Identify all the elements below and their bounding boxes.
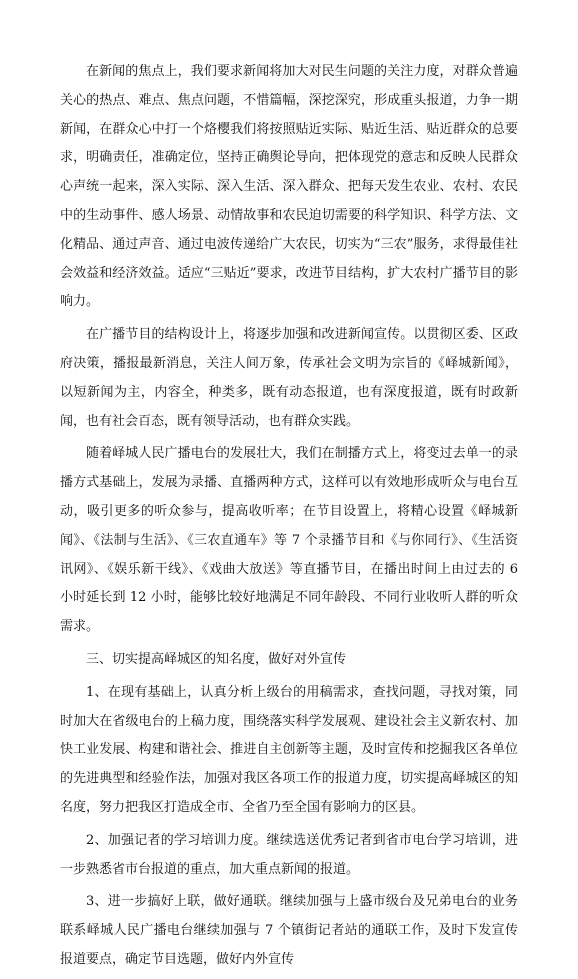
paragraph-program-structure: 在广播节目的结构设计上，将逐步加强和改进新闻宣传。以贯彻区委、区政府决策，播报最新消息，关注人间万象，传承社会文明为宗旨的《峄城新闻》，以短新闻为主，内容全，种类多，既有动态报道，也有深度报道，既有时政新闻，也有社会百态，既有领导活动，也有群众实践。 [60,327,518,429]
paragraph-item-3: 3、进一步搞好上联，做好通联。继续加强与上盛市级台及兄弟电台的业务联系峄城人民广播电台继续加强与 7 个镇街记者站的通联工作，及时下发宣传报道要点，确定节目选题，做好内外宣传 [60,894,518,967]
document-page [60,58,518,979]
paragraph-broadcast-method: 随着峄城人民广播电台的发展壮大，我们在制播方式上，将变过去单一的录播方式基础上，发展为录播、直播两种方式，这样可以有效地形成听众与电台互动，吸引更多的听众参与，提高收听率；在节目设置上，将精心设置《峄城新闻》、《法制与生活》、《三农直通车》等 7 个录播节目和《与你同行》、《生活资讯网》、《娱乐新干线》、《戏曲大放送》等直播节目，在播出时间上由过去的 6 小时延长到 12 小时，能够比较好地满足不同年龄段、不同行业收听人群的听众需求。 [60,446,518,635]
paragraph-news-focus: 在新闻的焦点上，我们要求新闻将加大对民生问题的关注力度，对群众普遍关心的热点、难点、焦点问题，不惜篇幅，深挖深究，形成重头报道，力争一期新闻，在群众心中打一个烙樱我们将按照贴近实际、贴近生活、贴近群众的总要求，明确责任，准确定位，坚持正确舆论导向，把体现党的意志和反映人民群众心声统一起来，深入实际、深入生活、深入群众、把每天发生农业、农村、农民中的生动事件、感人场景、动情故事和农民迫切需要的科学知识、科学方法、文化精品、通过声音、通过电波传递给广大农民，切实为“三农”服务，求得最佳社会效益和经济效益。适应“三贴近”要求，改进节目结构，扩大农村广播节目的影响力。 [60,64,518,310]
section-heading: 三、切实提高峄城区的知名度，做好对外宣传 [86,651,347,667]
paragraph-item-1: 1、在现有基础上，认真分析上级台的用稿需求，查找问题，寻找对策，同时加大在省级电台的上稿力度，围绕落实科学发展观、建设社会主义新农村、加快工业发展、构建和谐社会、推进自主创新等主题，及时宣传和挖掘我区各单位的先进典型和经验作法，加强对我区各项工作的报道力度，切实提高峄城区的知名度，努力把我区打造成全市、全省乃至全国有影响力的区县。 [60,684,518,815]
paragraph-item-2: 2、加强记者的学习培训力度。继续选送优秀记者到省市电台学习培训，进一步熟悉省市台报道的重点，加大重点新闻的报道。 [60,832,518,877]
